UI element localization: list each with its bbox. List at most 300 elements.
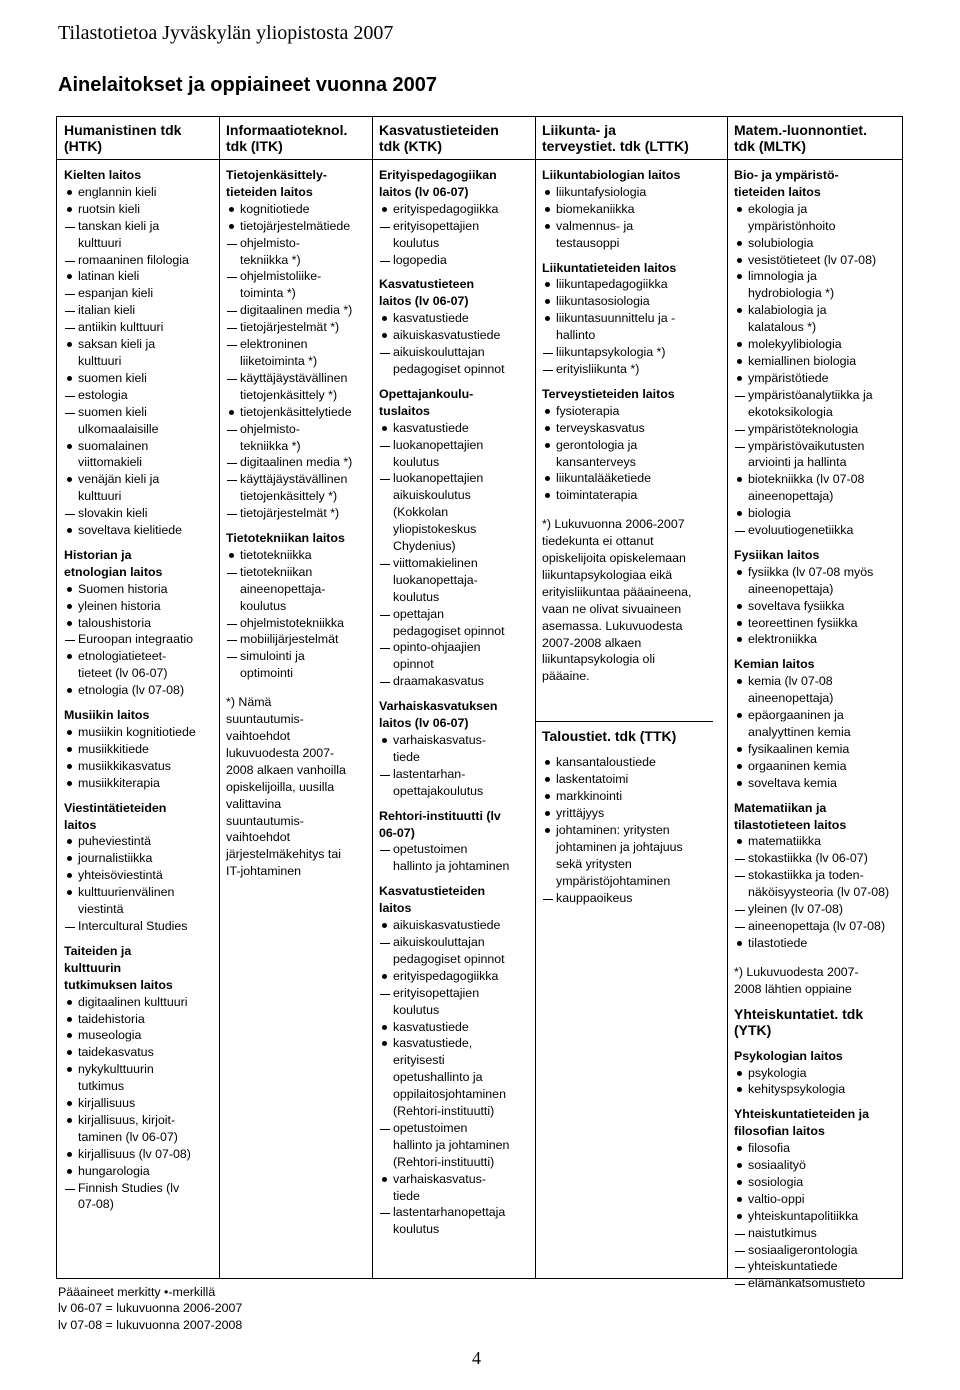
- minor-subject-item: [379, 252, 509, 269]
- minor-subject-item: [226, 370, 352, 404]
- text-line: hungarologia: [78, 1163, 150, 1178]
- minor-subject-item: [542, 890, 713, 907]
- minor-subject-item: [379, 437, 509, 471]
- department-title: [226, 167, 352, 201]
- text-line: ulkomaalaisille: [78, 421, 159, 436]
- text-line: kulttuurin: [64, 960, 122, 975]
- text-line: markkinointi: [556, 789, 623, 804]
- text-line: valmennus- ja: [556, 218, 634, 233]
- major-subject-item: [734, 775, 889, 792]
- major-subject-item: [64, 438, 196, 472]
- text-line: liikuntapsykologiaa eikä: [542, 567, 673, 582]
- text-line: opettajan: [393, 606, 444, 621]
- column-header: Informaatioteknol. tdk (ITK): [226, 122, 348, 154]
- text-line: italian kieli: [78, 303, 136, 318]
- department-title: [734, 800, 889, 834]
- minor-subject-item: [226, 235, 352, 269]
- major-subject-item: [64, 336, 196, 370]
- minor-subject-item: [226, 564, 352, 615]
- minor-subject-item: [734, 1225, 889, 1242]
- text-line: 2008 lähtien oppiaine: [734, 981, 852, 996]
- text-line: luokanopettaja-: [393, 572, 478, 587]
- major-subject-item: [542, 805, 713, 822]
- text-line: aineenopettaja (lv 07-08): [748, 918, 886, 933]
- text-line: 2007-2008 alkaen: [542, 635, 642, 650]
- text-line: liikuntasuunnittelu ja -: [556, 311, 676, 326]
- text-line: slovakin kieli: [78, 506, 148, 521]
- text-line: kulttuuri: [78, 235, 122, 250]
- department-section: [379, 386, 509, 690]
- text-line: molekyylibiologia: [748, 337, 842, 352]
- text-line: aikuiskasvatustiede: [393, 918, 501, 933]
- text-line: opetushallinto ja: [393, 1070, 483, 1085]
- department-section: [379, 808, 509, 876]
- major-subject-item: [734, 1157, 889, 1174]
- text-line: pääaine.: [542, 669, 590, 684]
- text-line: kasvatustiede,: [393, 1036, 473, 1051]
- text-line: arviointi ja hallinta: [748, 455, 847, 470]
- text-line: toimintaterapia: [556, 488, 638, 503]
- major-subject-item: [64, 268, 196, 285]
- text-line: pedagogiset opinnot: [393, 361, 505, 376]
- text-line: taloushistoria: [78, 615, 152, 630]
- text-line: erityisopettajien: [393, 985, 480, 1000]
- text-line: *) Lukuvuodesta 2007-: [734, 964, 859, 979]
- department-section: [734, 1048, 889, 1099]
- major-subject-item: [379, 1035, 509, 1120]
- text-line: yliopistokeskus: [393, 522, 477, 537]
- text-line: biologia: [748, 506, 791, 521]
- text-line: viittomakielinen: [393, 555, 478, 570]
- major-subject-item: [734, 631, 889, 648]
- major-subject-item: [64, 741, 196, 758]
- text-line: valtio-oppi: [748, 1191, 805, 1206]
- text-line: luokanopettajien: [393, 437, 484, 452]
- text-line: taidehistoria: [78, 1011, 145, 1026]
- department-title: [379, 386, 509, 420]
- major-subject-item: [734, 1081, 889, 1098]
- text-line: suuntautumis-: [226, 813, 304, 828]
- text-line: hallinto ja johtaminen: [393, 1137, 510, 1152]
- text-line: laitos (lv 06-07): [379, 184, 469, 199]
- major-subject-item: [734, 1208, 889, 1225]
- text-line: musiikin kognitiotiede: [78, 725, 196, 739]
- department-section: [226, 167, 352, 522]
- text-line: suomen kieli: [78, 370, 147, 385]
- major-subject-item: [734, 1140, 889, 1157]
- minor-subject-item: [64, 404, 196, 438]
- major-subject-item: [64, 1146, 196, 1163]
- text-line: testausoppi: [556, 235, 620, 250]
- text-line: tieteiden laitos: [734, 184, 821, 199]
- ttk-block: [542, 721, 713, 906]
- major-subject-item: [734, 201, 889, 235]
- minor-subject-item: [226, 505, 352, 522]
- major-subject-item: [542, 754, 713, 771]
- minor-subject-item: [226, 631, 352, 648]
- text-line: kasvatustiede: [393, 1019, 469, 1034]
- department-title: [734, 1048, 889, 1065]
- text-line: Kasvatustieteiden: [379, 884, 486, 899]
- text-line: liikuntapsykologia *): [556, 345, 666, 360]
- text-line: koulutus: [393, 235, 440, 250]
- text-line: opiskelijoita opiskelemaan: [542, 551, 686, 566]
- major-subject-item: [379, 968, 509, 985]
- minor-subject-item: [734, 1258, 889, 1275]
- text-line: käyttäjäystävällinen: [240, 472, 348, 487]
- column-body: [734, 167, 889, 1300]
- text-line: analyyttinen kemia: [748, 725, 851, 739]
- text-line: ohjelmisto-: [240, 421, 300, 436]
- text-line: opiskelijoilla, uusilla: [226, 779, 335, 794]
- major-subject-item: [64, 201, 196, 218]
- text-line: naistutkimus: [748, 1225, 817, 1240]
- text-line: simulointi ja: [240, 649, 305, 664]
- column-divider: [372, 117, 373, 1278]
- page-title: Ainelaitokset ja oppiaineet vuonna 2007: [58, 74, 438, 96]
- text-line: sosiologia: [748, 1174, 804, 1189]
- text-line: johtaminen ja johtajuus: [556, 839, 683, 854]
- text-line: ympäristönhoito: [748, 218, 836, 233]
- department-title: [542, 167, 713, 184]
- text-line: gerontologia ja: [556, 437, 638, 452]
- text-line: vaan ne olivat sivuaineen: [542, 601, 682, 616]
- minor-subject-item: [379, 555, 509, 606]
- text-line: kemiallinen biologia: [748, 353, 857, 368]
- text-line: hydrobiologia *): [748, 286, 835, 301]
- text-line: koulutus: [240, 598, 287, 613]
- department-section: [734, 167, 889, 539]
- text-line: tietotekniikka: [240, 547, 312, 562]
- text-line: lastentarhan-: [393, 766, 466, 781]
- minor-subject-item: [379, 1204, 509, 1238]
- minor-subject-item: [734, 387, 889, 421]
- text-line: draamakasvatus: [393, 674, 484, 689]
- text-line: Psykologian laitos: [734, 1048, 843, 1063]
- minor-subject-item: [734, 1242, 889, 1259]
- text-line: estologia: [78, 387, 128, 402]
- major-subject-item: [379, 201, 509, 218]
- major-subject-item: [64, 682, 196, 699]
- major-subject-item: [379, 310, 509, 327]
- department-title: [542, 260, 713, 277]
- text-line: kasvatustiede: [393, 420, 469, 435]
- text-line: kulttuuri: [78, 353, 122, 368]
- running-head: Tilastotietoa Jyväskylän yliopistosta 2007: [58, 22, 394, 44]
- major-subject-item: [542, 788, 713, 805]
- text-line: aikuiskoulutus: [393, 488, 471, 503]
- department-section: [379, 883, 509, 1238]
- text-line: Fysiikan laitos: [734, 547, 820, 562]
- text-line: opettajakoulutus: [393, 783, 484, 798]
- text-line: evoluutiogenetiikka: [748, 523, 854, 538]
- text-line: yhteisöviestintä: [78, 868, 163, 883]
- major-subject-item: [542, 218, 713, 252]
- major-subject-item: [542, 184, 713, 201]
- text-line: fysiikka (lv 07-08 myös: [748, 564, 874, 579]
- text-line: erityisliikuntaa pääaineena,: [542, 584, 692, 599]
- department-title: [226, 530, 352, 547]
- minor-subject-item: [64, 918, 196, 935]
- text-line: Erityispedagogiikan: [379, 168, 497, 182]
- text-line: tutkimuksen laitos: [64, 977, 173, 992]
- text-line: tilastotieteen laitos: [734, 817, 847, 832]
- text-line: oppilaitosjohtaminen: [393, 1087, 506, 1102]
- text-line: musiikkikasvatus: [78, 758, 171, 773]
- major-subject-item: [734, 673, 889, 707]
- text-line: englannin kieli: [78, 184, 157, 199]
- text-line: vaihtoehdot: [226, 830, 291, 845]
- text-line: liiketoiminta *): [240, 353, 318, 368]
- text-line: Tietojenkäsittely-: [226, 168, 327, 182]
- department-section: [734, 1106, 889, 1292]
- major-subject-item: [542, 487, 713, 504]
- minor-subject-item: [64, 505, 196, 522]
- text-line: kirjallisuus (lv 07-08): [78, 1146, 191, 1161]
- text-line: saksan kieli ja: [78, 337, 156, 352]
- department-title: [734, 1106, 889, 1140]
- major-subject-item: [542, 771, 713, 788]
- text-line: ympäristöanalytiikka ja: [748, 387, 873, 402]
- text-line: ekologia ja: [748, 201, 808, 216]
- footnote-note: [226, 694, 352, 880]
- major-subject-item: [542, 201, 713, 218]
- minor-subject-item: [226, 421, 352, 455]
- major-subject-item: [542, 822, 713, 890]
- text-line: Varhaiskasvatuksen: [379, 699, 498, 714]
- text-line: teoreettinen fysiikka: [748, 615, 858, 630]
- minor-subject-item: [734, 918, 889, 935]
- text-line: psykologia: [748, 1065, 807, 1080]
- text-line: ohjelmistoliike-: [240, 269, 322, 284]
- text-line: ympäristötiede: [748, 370, 829, 385]
- column-body: [226, 167, 352, 880]
- minor-subject-item: [64, 218, 196, 252]
- text-line: yhteiskuntatiede: [748, 1259, 838, 1274]
- text-line: tiede: [393, 1188, 420, 1203]
- text-line: tietojärjestelmät *): [240, 320, 340, 335]
- minor-subject-item: [64, 1180, 196, 1214]
- text-line: opetustoimen: [393, 1120, 468, 1135]
- text-line: ympäristöjohtaminen: [556, 873, 671, 888]
- text-line: taminen (lv 06-07): [78, 1129, 178, 1144]
- text-line: lastentarhanopettaja: [393, 1205, 506, 1220]
- text-line: tiede: [393, 749, 420, 764]
- major-subject-item: [734, 758, 889, 775]
- footnote-note: [542, 516, 713, 685]
- text-line: laitos: [379, 901, 412, 916]
- text-line: puheviestintä: [78, 834, 152, 849]
- text-line: *) Nämä: [226, 695, 272, 710]
- major-subject-item: [734, 564, 889, 598]
- text-line: tanskan kieli ja: [78, 218, 160, 233]
- major-subject-item: [64, 184, 196, 201]
- ttk-divider: [535, 721, 713, 722]
- column-divider: [219, 117, 220, 1278]
- text-line: optimointi: [240, 666, 294, 681]
- page-number: 4: [472, 1348, 481, 1368]
- major-subject-item: [64, 1011, 196, 1028]
- minor-subject-item: [734, 1275, 889, 1292]
- text-line: kalatalous *): [748, 320, 817, 335]
- department-title: [542, 386, 713, 403]
- text-line: aikuiskouluttajan: [393, 345, 485, 360]
- minor-subject-item: [226, 471, 352, 505]
- text-line: kulttuurienvälinen: [78, 885, 175, 900]
- text-line: viittomakieli: [78, 455, 143, 470]
- text-line: koulutus: [393, 1002, 440, 1017]
- text-line: ohjelmisto-: [240, 235, 300, 250]
- minor-subject-item: [226, 615, 352, 632]
- text-line: Intercultural Studies: [78, 918, 188, 933]
- minor-subject-item: [379, 1120, 509, 1171]
- ytk-header: [734, 1006, 889, 1038]
- major-subject-item: [226, 201, 352, 218]
- text-line: kognitiotiede: [240, 201, 310, 216]
- major-subject-item: [734, 268, 889, 302]
- text-line: Finnish Studies (lv: [78, 1180, 180, 1195]
- minor-subject-item: [226, 268, 352, 302]
- text-line: tieteiden laitos: [226, 184, 313, 199]
- column-divider: [727, 117, 728, 1278]
- text-line: kirjallisuus: [78, 1096, 136, 1111]
- text-line: kalabiologia ja: [748, 303, 827, 318]
- text-line: pedagogiset opinnot: [393, 951, 505, 966]
- text-line: koulutus: [393, 454, 440, 469]
- major-subject-item: [734, 505, 889, 522]
- department-section: [64, 167, 196, 539]
- major-subject-item: [379, 420, 509, 437]
- major-subject-item: [379, 327, 509, 344]
- department-section: [734, 547, 889, 648]
- text-line: yleinen historia: [78, 598, 161, 613]
- major-subject-item: [734, 615, 889, 632]
- text-line: aineenopettaja): [748, 581, 834, 596]
- major-subject-item: [64, 724, 196, 741]
- text-line: etnologia (lv 07-08): [78, 683, 185, 698]
- text-line: tiedekunta ei ottanut: [542, 534, 654, 549]
- text-line: ohjelmistotekniikka: [240, 615, 344, 630]
- text-line: varhaiskasvatus-: [393, 733, 486, 747]
- text-line: Tietotekniikan laitos: [226, 531, 345, 546]
- text-line: pedagogiset opinnot: [393, 623, 505, 638]
- footnote-note: [734, 964, 889, 998]
- department-title: [64, 547, 196, 581]
- text-line: biomekaniikka: [556, 201, 635, 216]
- text-line: aikuiskouluttajan: [393, 934, 485, 949]
- column-header: Matem.-luonnontiet. tdk (MLTK): [734, 122, 867, 154]
- major-subject-item: [734, 598, 889, 615]
- text-line: laitos (lv 06-07): [379, 294, 469, 309]
- minor-subject-item: [226, 319, 352, 336]
- text-line: tilastotiede: [748, 935, 808, 950]
- major-subject-item: [64, 850, 196, 867]
- text-line: tieteet (lv 06-07): [78, 666, 168, 681]
- text-line: valittavina: [226, 796, 282, 811]
- department-section: [542, 260, 713, 378]
- text-line: antiikin kulttuuri: [78, 320, 164, 335]
- text-line: elämänkatsomustieto: [748, 1276, 866, 1291]
- text-line: liikuntapsykologia oli: [542, 652, 655, 667]
- text-line: Bio- ja ympäristö-: [734, 168, 839, 182]
- major-subject-item: [64, 867, 196, 884]
- text-line: tietojenkäsittely *): [240, 387, 338, 402]
- minor-subject-item: [226, 454, 352, 471]
- text-line: 07-08): [78, 1197, 114, 1212]
- text-line: stokastiikka (lv 06-07): [748, 851, 868, 866]
- minor-subject-item: [64, 387, 196, 404]
- text-line: kehityspsykologia: [748, 1082, 846, 1097]
- text-line: digitaalinen kulttuuri: [78, 994, 188, 1009]
- major-subject-item: [734, 370, 889, 387]
- text-line: (Rehtori-instituutti): [393, 1104, 495, 1119]
- text-line: orgaaninen kemia: [748, 758, 847, 773]
- major-subject-item: [64, 1163, 196, 1180]
- text-line: Musiikin laitos: [64, 708, 150, 723]
- department-section: [64, 707, 196, 792]
- footnote: Pääaineet merkitty •-merkillä lv 06-07 = lukuvuonna 2006-2007 lv 07-08 = lukuvuonna 2007-2008: [58, 1285, 243, 1332]
- text-line: tekniikka *): [240, 252, 301, 267]
- major-subject-item: [64, 1044, 196, 1061]
- text-line: limnologia ja: [748, 269, 817, 284]
- text-line: tietojenkäsittely *): [240, 489, 338, 504]
- text-line: Liikuntabiologian laitos: [542, 168, 681, 182]
- text-line: kauppaoikeus: [556, 890, 633, 905]
- text-line: hallinto: [556, 328, 596, 343]
- minor-subject-item: [64, 631, 196, 648]
- text-line: liikuntafysiologia: [556, 184, 647, 199]
- text-line: journalistiikka: [78, 851, 153, 866]
- header-divider: [57, 159, 902, 160]
- department-title: [64, 943, 196, 994]
- text-line: museologia: [78, 1028, 142, 1043]
- text-line: ruotsin kieli: [78, 201, 140, 216]
- department-title: [64, 167, 196, 184]
- department-section: [542, 386, 713, 504]
- text-line: (YTK): [734, 1021, 772, 1038]
- text-line: aineenopettaja-: [240, 581, 326, 596]
- major-subject-item: [64, 581, 196, 598]
- text-line: järjestelmäkehitys tai: [226, 847, 342, 862]
- minor-subject-item: [379, 673, 509, 690]
- text-line: erityispedagogiikka: [393, 968, 499, 983]
- text-line: erityisesti: [393, 1053, 445, 1068]
- text-line: kulttuuri: [78, 489, 122, 504]
- minor-subject-item: [379, 985, 509, 1019]
- text-line: epäorgaaninen ja: [748, 708, 844, 723]
- text-line: digitaalinen media *): [240, 303, 353, 318]
- text-line: kemia (lv 07-08: [748, 674, 833, 689]
- department-section: [734, 656, 889, 791]
- text-line: Liikuntatieteiden laitos: [542, 260, 677, 275]
- text-line: digitaalinen media *): [240, 455, 353, 470]
- minor-subject-item: [542, 344, 713, 361]
- text-line: 2008 alkaen vanhoilla: [226, 762, 346, 777]
- minor-subject-item: [542, 361, 713, 378]
- text-line: varhaiskasvatus-: [393, 1171, 486, 1186]
- text-line: liikuntalääketiede: [556, 471, 652, 486]
- column-body: [64, 167, 196, 1221]
- department-section: [64, 943, 196, 1214]
- department-title: [734, 656, 889, 673]
- department-title: [734, 167, 889, 201]
- major-subject-item: [64, 775, 196, 792]
- major-subject-item: [64, 884, 196, 918]
- text-line: Opettajankoulu-: [379, 386, 474, 401]
- text-line: (Kokkolan: [393, 505, 449, 520]
- text-line: elektroniikka: [748, 632, 817, 647]
- department-title: [379, 167, 509, 201]
